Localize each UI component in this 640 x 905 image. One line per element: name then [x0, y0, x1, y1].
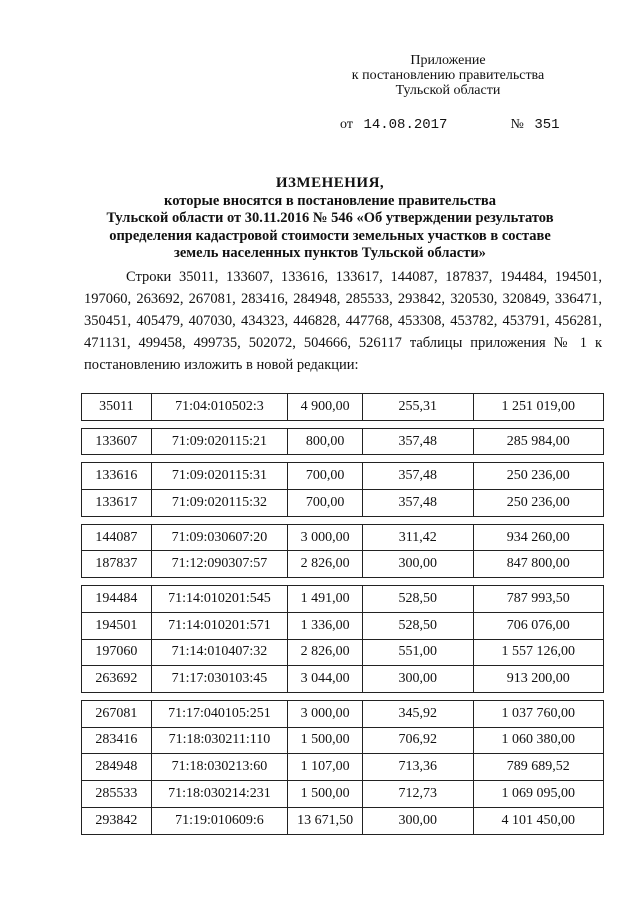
specific-value-cell: 311,42: [363, 525, 474, 551]
row-number-cell: 194501: [82, 613, 152, 639]
cadastral-number-cell: 71:18:030211:110: [152, 728, 288, 754]
table-block: [81, 700, 604, 835]
area-cell: 3 044,00: [288, 666, 363, 692]
appendix-header: [328, 53, 568, 133]
specific-value-cell: 357,48: [363, 463, 474, 489]
row-number-cell: 133617: [82, 490, 152, 516]
table-row: [82, 781, 603, 808]
title-line-5: земель населенных пунктов Тульской области»: [174, 245, 486, 261]
appendix-decree: к постановлению правительства: [351, 68, 545, 83]
area-cell: 1 491,00: [288, 586, 363, 612]
title-line-4: определения кадастровой стоимости земельных участков в составе: [109, 227, 551, 244]
table-block: [81, 393, 604, 421]
cadastral-number-cell: 71:14:010201:571: [152, 613, 288, 639]
area-cell: 3 000,00: [288, 701, 363, 727]
cadastral-value-cell: 1 557 126,00: [501, 644, 575, 660]
title-line-2: которые вносятся в постановление правительства: [164, 192, 496, 209]
cadastral-number-cell: 71:12:090307:57: [152, 551, 288, 577]
table-row: [82, 490, 603, 517]
area-cell: 1 500,00: [288, 781, 363, 807]
specific-value-cell: 300,00: [363, 808, 474, 835]
area-cell: 700,00: [288, 463, 363, 489]
specific-value-cell: 255,31: [363, 394, 474, 420]
intro-paragraph: [84, 266, 602, 376]
cadastral-value-cell: 1 037 760,00: [501, 705, 575, 721]
intro-text: Строки 35011, 133607, 133616, 133617, 144087, 187837, 194484, 194501, 197060, 263692, 267081, 283416, 284948, 285533, 293842, 320530, 320849, 336471, 350451, 405479, 407030, 434323, 446828, 447768, 453308, 453782, 453791, 456281, 471131, 499458, 499735, 502072, 504666, 526117 таблицы приложения № 1 к постановлению изложить в новой редакции:: [84, 269, 602, 373]
specific-value-cell: 706,92: [363, 728, 474, 754]
cadastral-value-cell: 913 200,00: [506, 671, 570, 687]
area-cell: 3 000,00: [288, 525, 363, 551]
date-prefix: от: [340, 117, 353, 132]
row-number-cell: 285533: [82, 781, 152, 807]
specific-value-cell: 357,48: [363, 429, 474, 455]
specific-value-cell: 345,92: [363, 701, 474, 727]
appendix-label: Приложение: [410, 53, 486, 68]
number-prefix: №: [510, 117, 524, 132]
specific-value-cell: 528,50: [363, 586, 474, 612]
decree-date: 14.08.2017: [363, 117, 448, 133]
cadastral-value-cell: 4 101 450,00: [501, 812, 575, 828]
cadastral-number-cell: 71:19:010609:6: [152, 808, 288, 835]
cadastral-value-cell: 787 993,50: [506, 590, 570, 606]
row-number-cell: 35011: [82, 394, 152, 420]
area-cell: 700,00: [288, 490, 363, 516]
cadastral-number-cell: 71:14:010201:545: [152, 586, 288, 612]
area-cell: 4 900,00: [288, 394, 363, 420]
table-row: [82, 808, 603, 835]
area-cell: 2 826,00: [288, 551, 363, 577]
specific-value-cell: 300,00: [363, 666, 474, 692]
area-cell: 13 671,50: [288, 808, 363, 835]
area-cell: 2 826,00: [288, 640, 363, 666]
cadastral-number-cell: 71:17:040105:251: [152, 701, 288, 727]
decree-number: 351: [534, 117, 560, 133]
table-row: [82, 640, 603, 667]
cadastral-number-cell: 71:04:010502:3: [152, 394, 288, 420]
table-row: [82, 586, 603, 613]
table-row: [82, 429, 603, 456]
title-line-3: Тульской области от 30.11.2016 № 546 «Об утверждении результатов: [106, 210, 554, 226]
area-cell: 1 107,00: [288, 754, 363, 780]
area-cell: 1 500,00: [288, 728, 363, 754]
table-block: [81, 585, 604, 693]
table-row: [82, 728, 603, 755]
title-heading: ИЗМЕНЕНИЯ,: [275, 175, 385, 191]
area-cell: 800,00: [288, 429, 363, 455]
row-number-cell: 194484: [82, 586, 152, 612]
cadastral-value-cell: 1 060 380,00: [501, 732, 575, 748]
table-block: [81, 428, 604, 456]
table-row: [82, 666, 603, 693]
table-block: [81, 462, 604, 516]
cadastral-number-cell: 71:09:020115:32: [152, 490, 288, 516]
row-number-cell: 267081: [82, 701, 152, 727]
table-row: [82, 701, 603, 728]
cadastral-number-cell: 71:14:010407:32: [152, 640, 288, 666]
specific-value-cell: 528,50: [363, 613, 474, 639]
specific-value-cell: 712,73: [363, 781, 474, 807]
cadastral-value-cell: 1 251 019,00: [501, 398, 575, 414]
cadastral-value-cell: 1 069 095,00: [501, 785, 575, 801]
row-number-cell: 187837: [82, 551, 152, 577]
table-row: [82, 613, 603, 640]
cadastral-value-cell: 789 689,52: [506, 759, 570, 775]
table-row: [82, 754, 603, 781]
table-row: [82, 525, 603, 552]
cadastral-number-cell: 71:17:030103:45: [152, 666, 288, 692]
specific-value-cell: 357,48: [363, 490, 474, 516]
cadastral-value-cell: 934 260,00: [506, 529, 570, 545]
cadastral-number-cell: 71:18:030213:60: [152, 754, 288, 780]
table-block: [81, 524, 604, 578]
row-number-cell: 263692: [82, 666, 152, 692]
table-row: [82, 394, 603, 421]
appendix-region: Тульской области: [395, 83, 501, 98]
specific-value-cell: 551,00: [363, 640, 474, 666]
row-number-cell: 133616: [82, 463, 152, 489]
specific-value-cell: 300,00: [363, 551, 474, 577]
cadastral-value-cell: 250 236,00: [506, 494, 570, 510]
specific-value-cell: 713,36: [363, 754, 474, 780]
document-title: [60, 175, 600, 263]
decree-date-line: [328, 117, 568, 133]
cadastral-value-cell: 285 984,00: [506, 433, 570, 449]
table-row: [82, 551, 603, 578]
cadastral-number-cell: 71:09:020115:31: [152, 463, 288, 489]
table-row: [82, 463, 603, 490]
row-number-cell: 133607: [82, 429, 152, 455]
row-number-cell: 284948: [82, 754, 152, 780]
row-number-cell: 144087: [82, 525, 152, 551]
row-number-cell: 293842: [82, 808, 152, 835]
cadastral-value-cell: 706 076,00: [506, 617, 570, 633]
row-number-cell: 283416: [82, 728, 152, 754]
cadastral-number-cell: 71:18:030214:231: [152, 781, 288, 807]
area-cell: 1 336,00: [288, 613, 363, 639]
cadastral-value-cell: 250 236,00: [506, 468, 570, 484]
cadastral-table: [81, 393, 604, 835]
cadastral-value-cell: 847 800,00: [506, 556, 570, 572]
cadastral-number-cell: 71:09:030607:20: [152, 525, 288, 551]
row-number-cell: 197060: [82, 640, 152, 666]
cadastral-number-cell: 71:09:020115:21: [152, 429, 288, 455]
